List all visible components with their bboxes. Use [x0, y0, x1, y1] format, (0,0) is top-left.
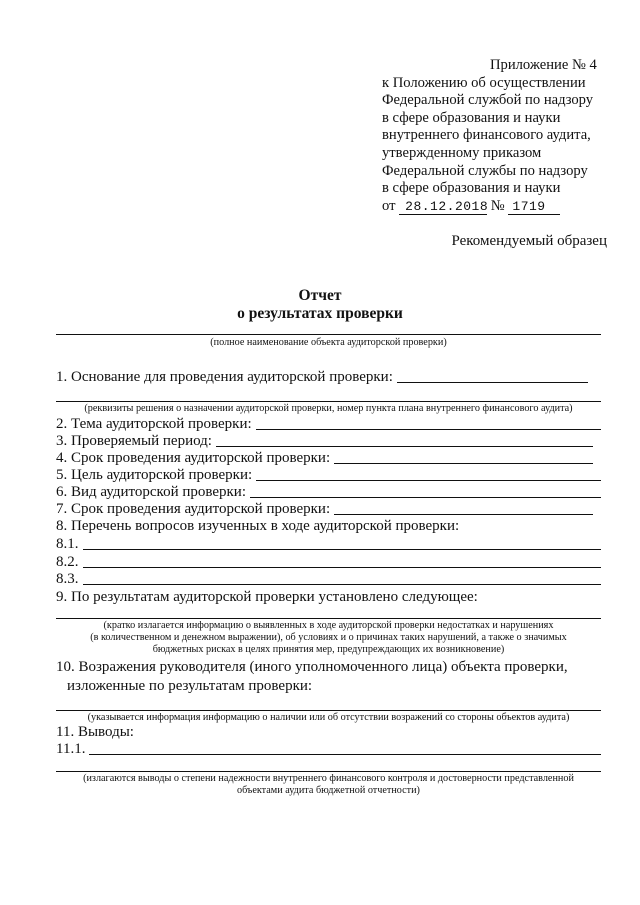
item-10-label-cont: изложенные по результатам проверки: [67, 678, 313, 694]
item-2 [56, 416, 601, 433]
item-8 [56, 518, 459, 535]
order-date: 28.12.2018 [399, 200, 487, 215]
item-6-label: 6. Вид аудиторской проверки: [56, 484, 247, 500]
findings-line [56, 618, 601, 619]
appendix-block [382, 57, 632, 215]
item-11-label: 11. Выводы: [56, 724, 134, 740]
item-6-underline [250, 496, 601, 498]
appendix-line: в сфере образования и науки [382, 180, 561, 197]
appendix-number: Приложение № 4 [490, 57, 597, 73]
number-sign: № [490, 197, 505, 214]
item-7-label: 7. Срок проведения аудиторской проверки: [56, 501, 331, 517]
item-9-label: 9. По результатам аудиторской проверки установлено следующее: [56, 589, 478, 605]
item-5 [56, 467, 601, 484]
item-8-1-label: 8.1. [56, 536, 79, 552]
item-1 [56, 369, 588, 386]
item-11-1 [56, 741, 601, 758]
order-date-line [382, 198, 632, 216]
item-8-2 [56, 554, 601, 571]
item-11-1-label: 11.1. [56, 741, 86, 757]
conclusions-caption-line: объектами аудита бюджетной отчетности) [237, 785, 420, 796]
findings-caption-line: (кратко излагается информацию о выявленных в ходе аудиторской проверки недостатках и нарушениях [103, 620, 554, 631]
item-5-underline [256, 479, 601, 481]
item-7 [56, 501, 593, 518]
basis-caption: (реквизиты решения о назначении аудиторской проверки, номер пункта плана внутреннего финансового аудита) [84, 403, 573, 414]
conclusions-line [56, 771, 601, 772]
item-1-underline [397, 381, 588, 383]
item-10 [56, 659, 568, 676]
item-9 [56, 589, 478, 606]
object-name-line [56, 334, 601, 335]
report-subtitle: о результатах проверки [237, 305, 403, 322]
item-4-underline [334, 462, 593, 464]
item-8-3 [56, 571, 601, 588]
appendix-line: Федеральной службы по надзору [382, 162, 588, 179]
appendix-line: внутреннего финансового аудита, [382, 127, 591, 144]
item-10-continuation [67, 678, 312, 695]
item-11 [56, 724, 134, 741]
conclusions-caption [56, 773, 601, 797]
item-3-underline [216, 445, 593, 447]
item-5-label: 5. Цель аудиторской проверки: [56, 467, 253, 483]
objections-caption: (указывается информация информацию о наличии или об отсутствии возражений со стороны объектов аудита) [87, 712, 570, 723]
appendix-line: утвержденному приказом [382, 144, 542, 161]
item-8-label: 8. Перечень вопросов изученных в ходе аудиторской проверки: [56, 518, 460, 534]
findings-caption-line: (в количественном и денежном выражении), об условиях и о причинах таких нарушений, а также о значимых [90, 632, 567, 643]
item-8-2-label: 8.2. [56, 554, 79, 570]
appendix-line: к Положению об осуществлении [382, 74, 586, 91]
item-11-1-underline [89, 753, 601, 755]
item-7-underline [334, 513, 593, 515]
appendix-line: в сфере образования и науки [382, 109, 561, 126]
item-8-2-underline [83, 566, 602, 568]
item-6 [56, 484, 601, 501]
order-number: 1719 [508, 200, 560, 215]
item-4-label: 4. Срок проведения аудиторской проверки: [56, 450, 331, 466]
item-1-label: 1. Основание для проведения аудиторской проверки: [56, 369, 393, 385]
item-8-3-label: 8.3. [56, 571, 79, 587]
item-3-label: 3. Проверяемый период: [56, 433, 212, 449]
item-2-label: 2. Тема аудиторской проверки: [56, 416, 252, 432]
findings-caption-line: бюджетных рисках в целях принятия мер, предупреждающих их возникновение) [152, 644, 505, 655]
report-title: Отчет [298, 287, 342, 304]
appendix-line: Федеральной службой по надзору [382, 92, 594, 109]
item-8-3-underline [83, 583, 602, 585]
item-10-label: 10. Возражения руководителя (иного уполномоченного лица) объекта проверки, [56, 659, 568, 675]
object-name-caption: (полное наименование объекта аудиторской проверки) [210, 337, 447, 348]
conclusions-caption-line: (излагаются выводы о степени надежности внутреннего финансового контроля и достоверности представленной [83, 773, 574, 784]
date-prefix: от [382, 197, 396, 214]
item-2-underline [256, 428, 601, 430]
basis-line [56, 401, 601, 402]
item-8-1 [56, 536, 601, 553]
item-8-1-underline [83, 548, 602, 550]
item-3 [56, 433, 593, 450]
recommended-sample-label: Рекомендуемый образец [451, 233, 607, 249]
objections-line [56, 710, 601, 711]
item-4 [56, 450, 593, 467]
findings-caption [56, 620, 601, 656]
